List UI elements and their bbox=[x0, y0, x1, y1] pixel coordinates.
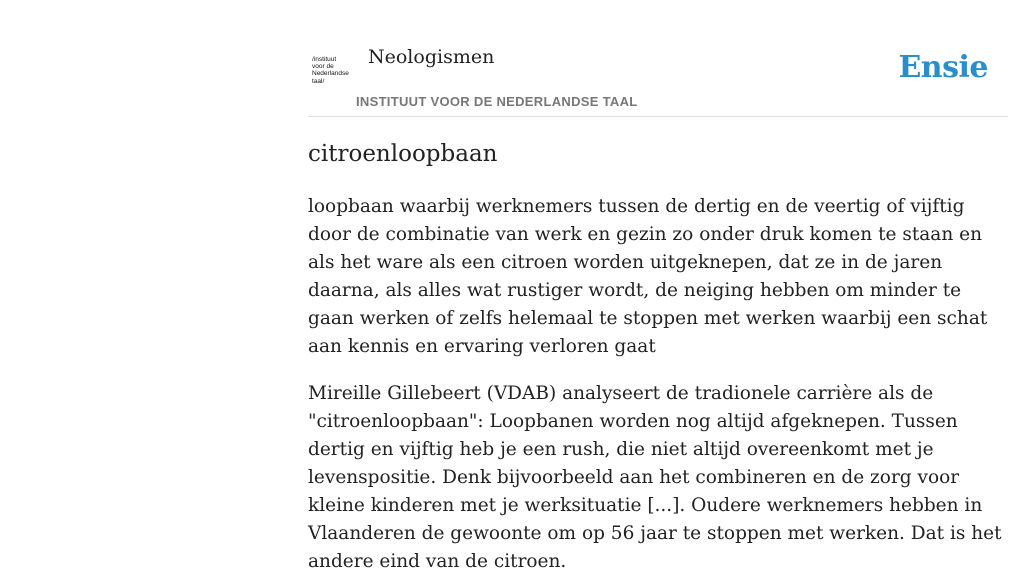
page bbox=[308, 0, 1008, 572]
entry-headword: citroenloopbaan bbox=[308, 141, 498, 167]
ivdnt-logo[interactable] bbox=[312, 56, 356, 90]
entry-quote: Mireille Gillebeert (VDAB) analyseert de tradionele carrière als de "citroenloopbaan": Loopbanen worden nog altijd afgeknepen. Tussen dertig en vijftig heb je een rush, die niet altijd overeenkomt met je levenspositie. Denk bijvoorbeeld aan het combineren en de zorg voor kleine kinderen met je werksituatie [...]. Oudere werknemers hebben in Vlaanderen de gewoonte om op 56 jaar te stoppen met werken. Dat is het andere eind van de citroen. bbox=[308, 383, 1002, 572]
ensie-brand-link[interactable]: Ensie bbox=[898, 50, 988, 85]
site-title-link[interactable]: Neologismen bbox=[368, 46, 495, 68]
page-header bbox=[308, 0, 1008, 117]
site-subtitle: INSTITUUT VOOR DE NEDERLANDSE TAAL bbox=[356, 94, 638, 109]
logo-line: taal/ bbox=[312, 77, 325, 85]
logo-line: voor de bbox=[312, 63, 334, 71]
logo-line: /instituut bbox=[312, 56, 337, 63]
entry-definition: loopbaan waarbij werknemers tussen de dertig en de veertig of vijftig door de combinatie van werk en gezin zo onder druk komen te staan en als het ware als een citroen worden uitgeknepen, dat ze in de jaren daarna, als alles wat rustiger wordt, de neiging hebben om minder te gaan werken of zelfs helemaal te stoppen met werken waarbij een schat aan kennis en ervaring verloren gaat bbox=[308, 196, 988, 357]
logo-line: Nederlandse bbox=[312, 70, 349, 78]
